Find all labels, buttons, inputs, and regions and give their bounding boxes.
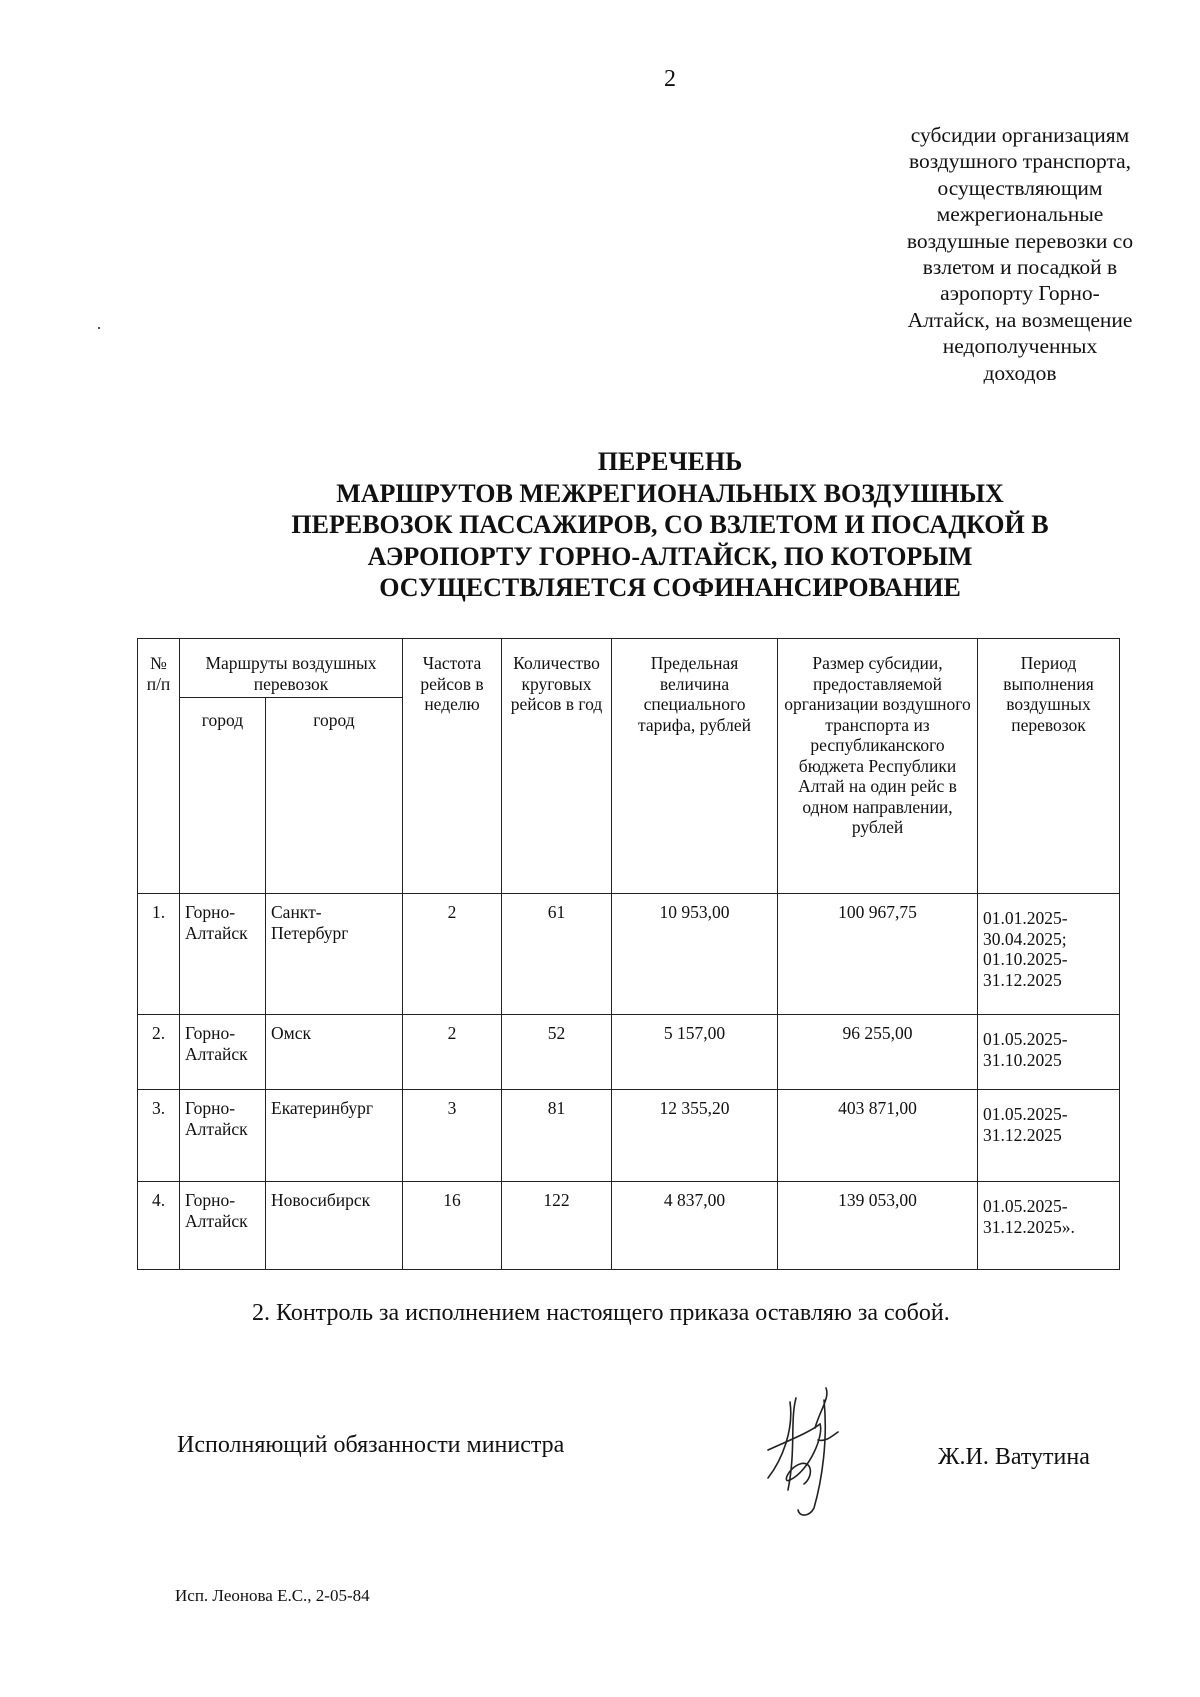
- cell-num: 3.: [138, 1090, 180, 1182]
- cell-from: Горно-Алтайск: [180, 1182, 266, 1270]
- cell-subsidy: 100 967,75: [778, 894, 978, 1015]
- executor-note: Исп. Леонова Е.С., 2-05-84: [175, 1586, 370, 1605]
- cell-to: Екатеринбург: [266, 1090, 403, 1182]
- header-frequency: Частота рейсов в неделю: [403, 639, 502, 894]
- addressee-line: субсидии организациям: [910, 123, 1130, 147]
- cell-period: 01.05.2025-31.12.2025».: [978, 1182, 1120, 1270]
- cell-tariff: 12 355,20: [612, 1090, 778, 1182]
- handwritten-signature: [760, 1380, 860, 1520]
- cell-from: Горно-Алтайск: [180, 1090, 266, 1182]
- cell-trips: 52: [502, 1015, 612, 1090]
- title-line: АЭРОПОРТУ ГОРНО-АЛТАЙСК, ПО КОТОРЫМ: [367, 541, 973, 571]
- page-number: 2: [664, 66, 676, 92]
- header-city-to: город: [266, 698, 403, 894]
- title-line: ПЕРЕВОЗОК ПАССАЖИРОВ, СО ВЗЛЕТОМ И ПОСАДКОЙ В: [291, 510, 1049, 539]
- header-tariff: Предельная величина специального тарифа, рублей: [612, 639, 778, 894]
- cell-frequency: 2: [403, 894, 502, 1015]
- addressee-line: осуществляющим: [937, 175, 1103, 200]
- header-period: Период выполнения воздушных перевозок: [978, 639, 1120, 894]
- routes-table: [137, 638, 1120, 1270]
- signatory-name: Ж.И. Ватутина: [938, 1444, 1090, 1470]
- cell-tariff: 4 837,00: [612, 1182, 778, 1270]
- header-round-trips: Количество круговых рейсов в год: [502, 639, 612, 894]
- cell-frequency: 16: [403, 1182, 502, 1270]
- cell-num: 2.: [138, 1015, 180, 1090]
- addressee-line: недополученных: [942, 334, 1098, 359]
- addressee-block: [870, 122, 1170, 386]
- cell-trips: 122: [502, 1182, 612, 1270]
- cell-period: 01.01.2025-30.04.2025; 01.10.2025-31.12.2025: [978, 894, 1120, 1015]
- cell-from: Горно-Алтайск: [180, 1015, 266, 1090]
- cell-subsidy: 403 871,00: [778, 1090, 978, 1182]
- addressee-line: воздушные перевозки со: [906, 228, 1134, 253]
- cell-tariff: 10 953,00: [612, 894, 778, 1015]
- cell-trips: 81: [502, 1090, 612, 1182]
- cell-subsidy: 96 255,00: [778, 1015, 978, 1090]
- table-row: [138, 1182, 1120, 1270]
- addressee-line: Алтайск, на возмещение: [907, 307, 1133, 332]
- document-title: [230, 446, 1110, 604]
- cell-num: 4.: [138, 1182, 180, 1270]
- addressee-line: межрегиональные: [936, 202, 1104, 227]
- table-row: [138, 1015, 1120, 1090]
- cell-trips: 61: [502, 894, 612, 1015]
- header-row: [138, 639, 1120, 698]
- cell-frequency: 2: [403, 1015, 502, 1090]
- addressee-line: взлетом и посадкой в: [922, 255, 1118, 280]
- cell-to: Новосибирск: [266, 1182, 403, 1270]
- title-line: ПЕРЕЧЕНЬ: [597, 447, 743, 476]
- cell-tariff: 5 157,00: [612, 1015, 778, 1090]
- title-line: МАРШРУТОВ МЕЖРЕГИОНАЛЬНЫХ ВОЗДУШНЫХ: [336, 478, 1004, 508]
- cell-frequency: 3: [403, 1090, 502, 1182]
- addressee-line: аэропорту Горно-: [940, 281, 1100, 306]
- title-line: ОСУЩЕСТВЛЯЕТСЯ СОФИНАНСИРОВАНИЕ: [379, 573, 961, 602]
- paragraph-2: 2. Контроль за исполнением настоящего приказа оставляю за собой.: [252, 1300, 950, 1326]
- signatory-role: Исполняющий обязанности министра: [177, 1432, 565, 1458]
- header-city-from: город: [180, 698, 266, 894]
- scan-speck: [98, 327, 100, 329]
- table-row: [138, 894, 1120, 1015]
- addressee-line: доходов: [983, 360, 1057, 385]
- header-routes: Маршруты воздушных перевозок: [180, 639, 403, 698]
- cell-to: Омск: [266, 1015, 403, 1090]
- cell-subsidy: 139 053,00: [778, 1182, 978, 1270]
- cell-from: Горно-Алтайск: [180, 894, 266, 1015]
- table-row: [138, 1090, 1120, 1182]
- header-num: № п/п: [138, 639, 180, 894]
- header-subsidy: Размер субсидии, предоставляемой организации воздушного транспорта из республиканского бюджета Республики Алтай на один рейс в одном направлении, рублей: [778, 639, 978, 894]
- cell-period: 01.05.2025-31.10.2025: [978, 1015, 1120, 1090]
- addressee-line: воздушного транспорта,: [908, 149, 1132, 174]
- cell-period: 01.05.2025-31.12.2025: [978, 1090, 1120, 1182]
- cell-num: 1.: [138, 894, 180, 1015]
- cell-to: Санкт-Петербург: [266, 894, 403, 1015]
